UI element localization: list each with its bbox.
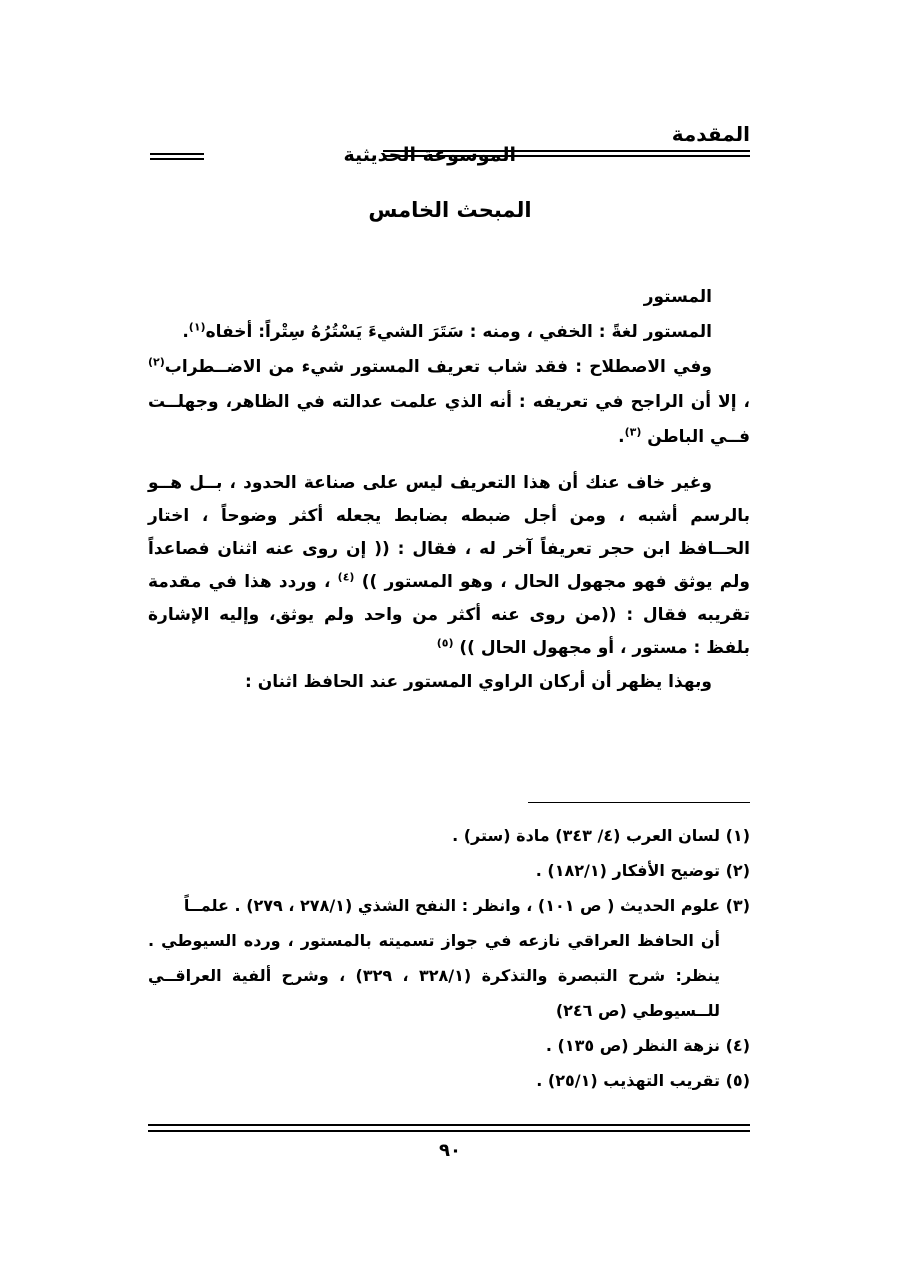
chapter-heading: المقدمة <box>671 122 750 146</box>
footnote-3: (٣) علوم الحديث ( ص ١٠١) ، وانظر : النفح الشذي (٢٧٨/١ ، ٢٧٩) . علمــاً <box>183 896 750 915</box>
paragraph-definition-text: وغير خاف عنك أن هذا التعريف ليس على صناعة الحدود ، بــل هــو بالرسم أشبه ، ومن أجل ضبطه بضابط يجعله أكثر وضوحاً ، اختار الحــافظ ابن حجر تعريفاً آخر له ، فقال : (( إن روى عنه اثنان فصاعداً ولم يوثق فهو مجهول الحال ، وهو المستور )) <box>148 473 750 592</box>
footnotes <box>148 818 750 1098</box>
book-title: الموسوعة الحديثية <box>343 144 516 166</box>
paragraph-technical-text: وفي الاصطلاح : فقد شاب تعريف المستور شيء من الاضــطراب <box>164 357 712 377</box>
paragraph-conclusion-text: وبهذا يظهر أن أركان الراوي المستور عند الحافظ اثنان : <box>244 672 712 692</box>
footnote-3-continuation: أن الحافظ العراقي نازعه في جواز تسميته بالمستور ، ورده السيوطي . ينظر: شرح التبصرة والتذكرة (٣٢٨/١ ، ٣٢٩) ، وشرح ألفية العراقــي للــسيوطي (ص ٢٤٦) <box>148 931 721 1020</box>
footnote-ref-4: (٤) <box>337 570 355 584</box>
term-text: المستور <box>643 287 712 307</box>
paragraph-technical-cont: ، إلا أن الراجح في تعريفه : أنه الذي علمت عدالته في الظاهر، وجهلــت فــي الباطن <box>148 392 750 447</box>
footnote-5: (٥) تقريب التهذيب (٢٥/١) . <box>536 1071 750 1090</box>
term-heading <box>148 280 750 315</box>
paragraph-lexical <box>148 315 750 350</box>
page-number: ٩٠ <box>439 1140 461 1161</box>
paragraph-technical-end: . <box>618 427 625 447</box>
header-rule-short <box>150 153 204 160</box>
footnote-1: (١) لسان العرب (٤/ ٣٤٣) مادة (ستر) . <box>452 826 750 845</box>
paragraph-lexical-end: . <box>182 322 189 342</box>
paragraph-lexical-text: المستور لغةً : الخفي ، ومنه : سَتَرَ الشيءَ يَسْتُرُهُ سِتْراً: أخفاه <box>205 322 712 342</box>
paragraph-technical <box>148 350 750 455</box>
footnote-ref-3: (٣) <box>624 425 642 439</box>
footnote-ref-5: (٥) <box>436 636 454 650</box>
section-title: المبحث الخامس <box>368 198 532 222</box>
footer-rule <box>148 1124 750 1132</box>
footnote-2: (٢) توضيح الأفكار (١٨٢/١) . <box>535 861 750 880</box>
paragraph-conclusion <box>148 665 750 700</box>
main-text <box>148 280 750 700</box>
footnote-4: (٤) نزهة النظر (ص ١٣٥) . <box>545 1036 750 1055</box>
footnote-ref-1: (١) <box>188 320 206 334</box>
footnote-separator <box>528 802 750 803</box>
paragraph-definition <box>148 467 750 665</box>
paragraph-definition-cont: ، وردد هذا في مقدمة تقريبه فقال : ((من روى عنه أكثر من واحد ولم يوثق، وإليه الإشارة بلفظ : مستور ، أو مجهول الحال )) <box>148 572 750 658</box>
footnote-ref-2: (٢) <box>148 355 165 369</box>
